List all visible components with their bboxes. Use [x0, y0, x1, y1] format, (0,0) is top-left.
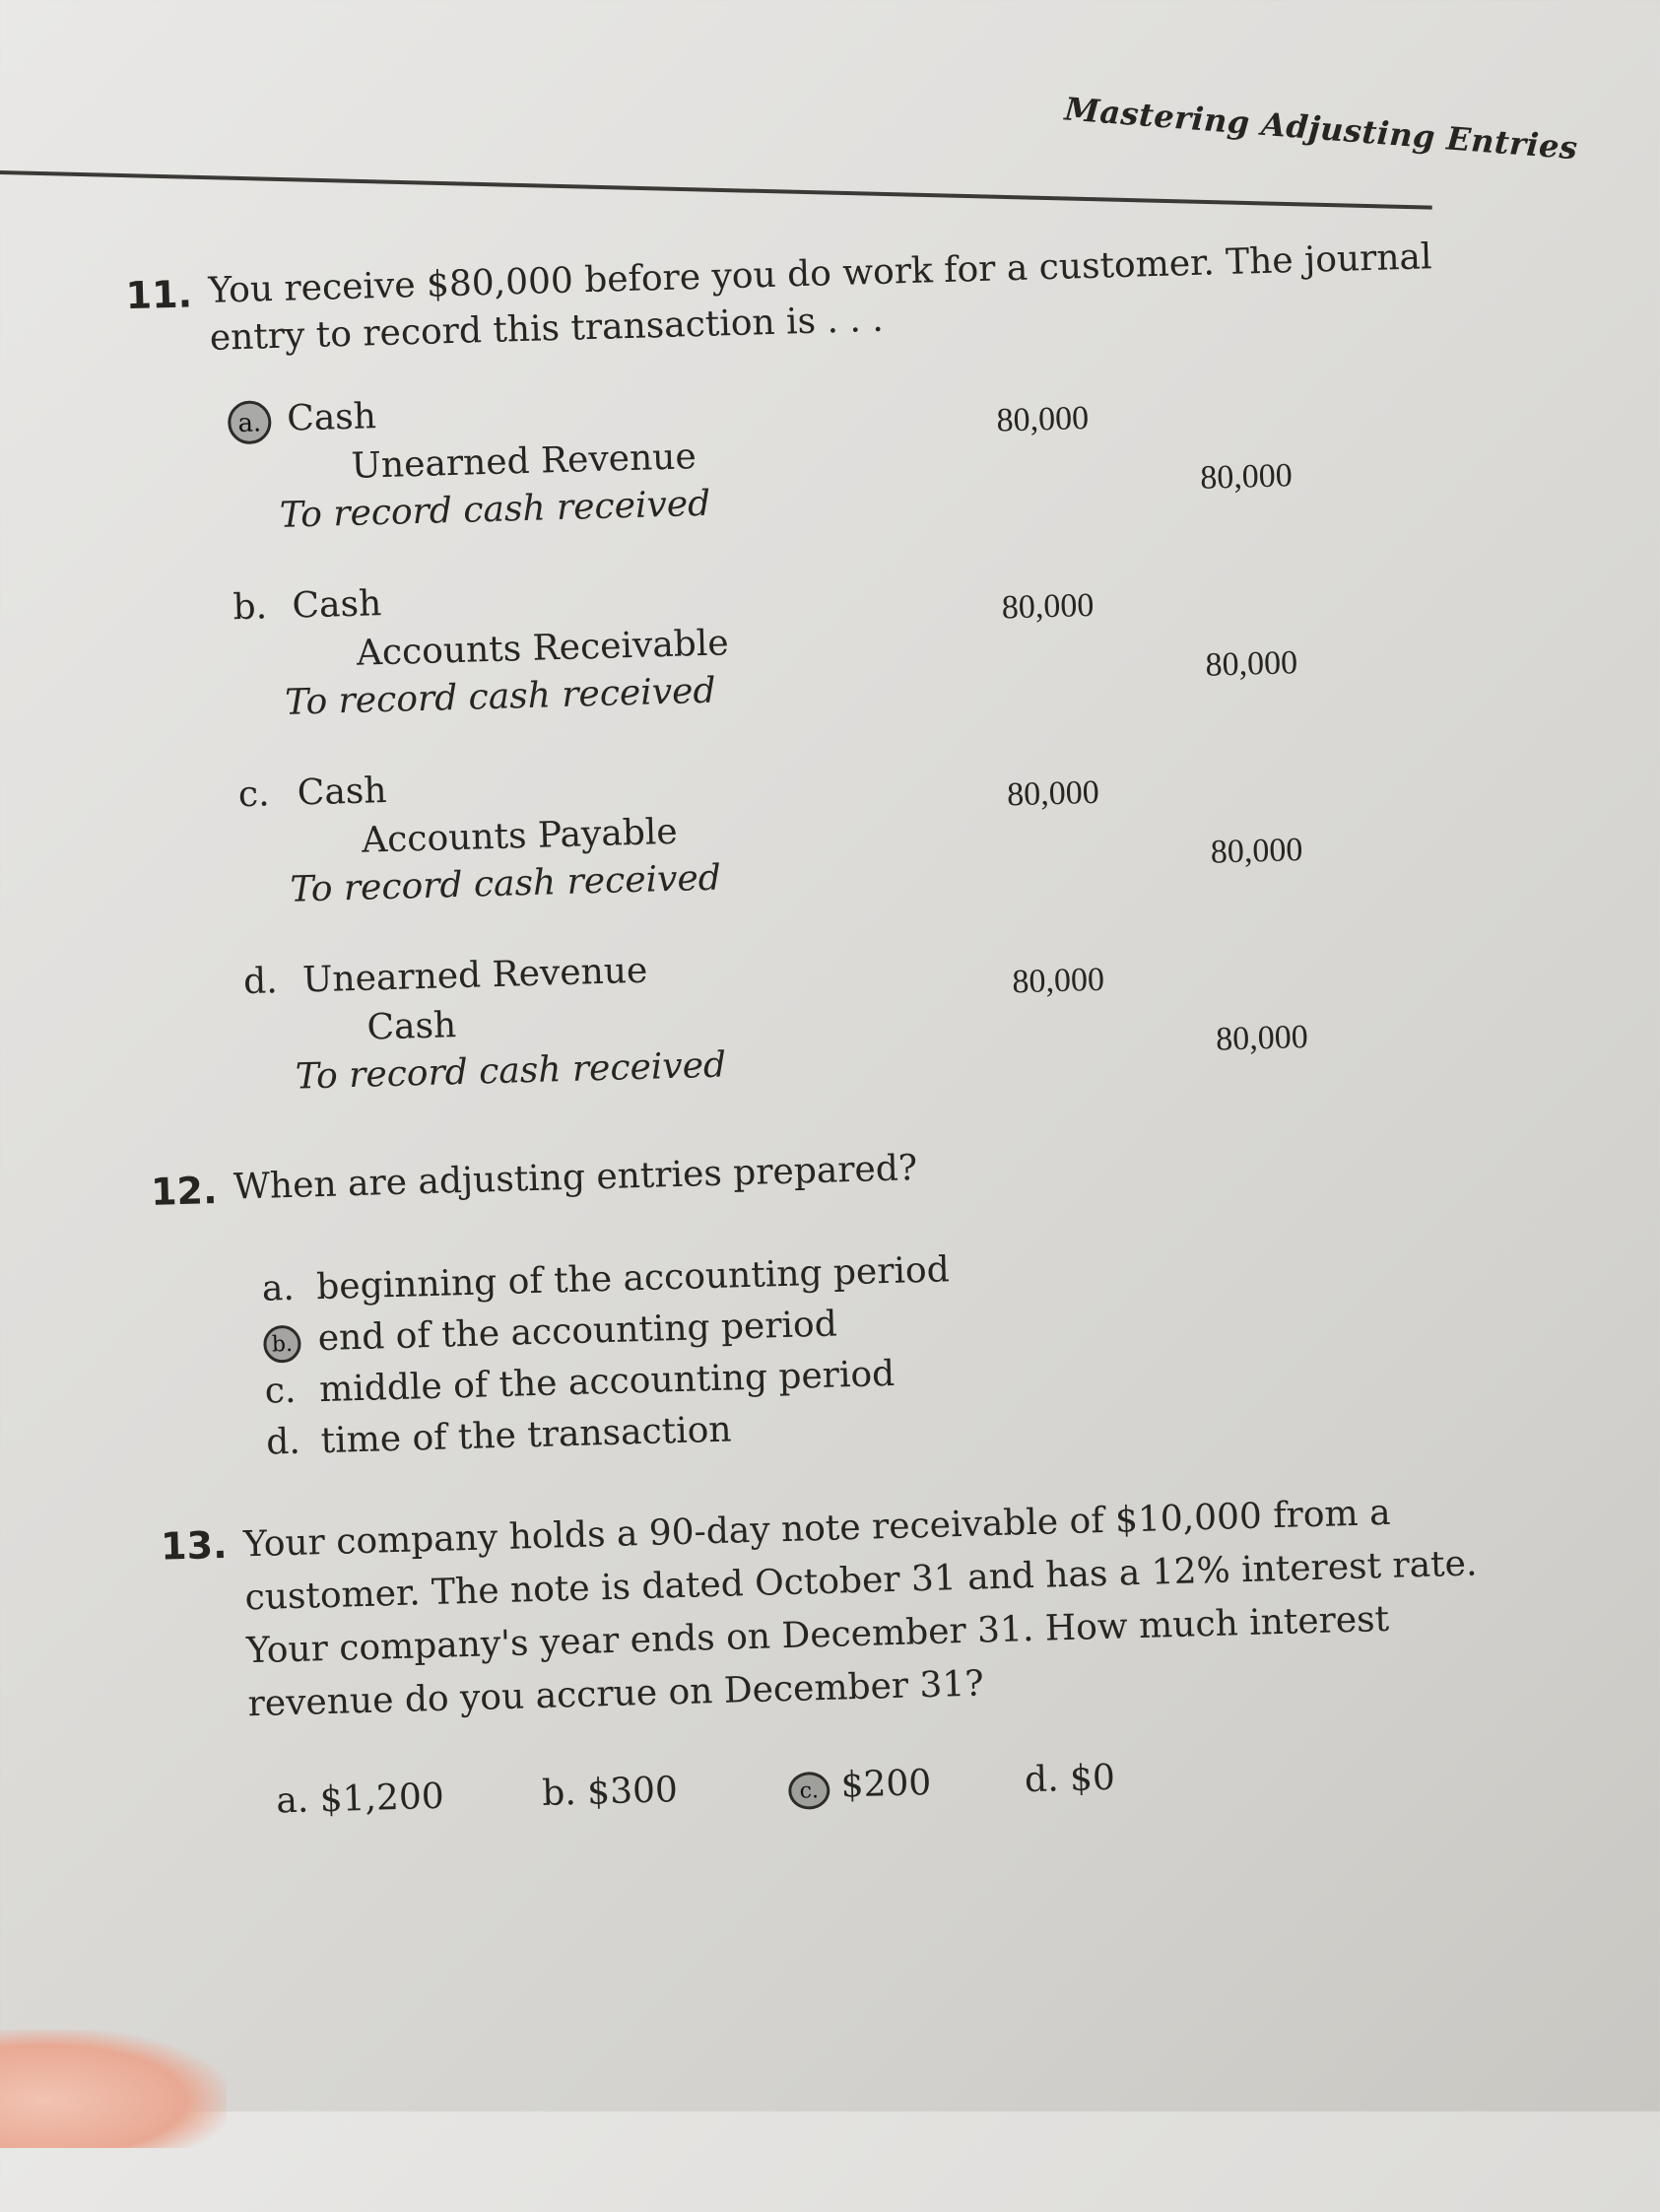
question-13 [160, 1486, 1559, 1725]
debit-amount: 80,000 [996, 399, 1090, 439]
debit-account: Unearned Revenue [301, 950, 648, 1001]
header-rule [0, 169, 1432, 209]
debit-account: Cash [291, 583, 382, 627]
option-letter: b. [541, 1773, 577, 1814]
running-header: Mastering Adjusting Entries [1063, 90, 1579, 168]
q11-option-d[interactable] [243, 928, 1331, 1106]
option-text: $300 [586, 1770, 679, 1813]
credit-amount: 80,000 [1215, 1018, 1309, 1058]
q13-option-a[interactable] [276, 1774, 445, 1826]
credit-amount: 80,000 [1205, 644, 1298, 684]
debit-amount: 80,000 [1001, 586, 1095, 627]
question-number: 11. [125, 272, 193, 318]
debit-account: Cash [297, 770, 388, 814]
circled-answer-mark: c. [788, 1772, 830, 1810]
debit-amount: 80,000 [1011, 961, 1105, 1001]
option-text: $1,200 [319, 1776, 445, 1821]
question-number: 12. [150, 1168, 219, 1214]
q13-option-b[interactable] [542, 1767, 679, 1818]
circled-answer-mark: b. [263, 1325, 301, 1364]
option-text: end of the accounting period [317, 1304, 838, 1360]
entry-memo: To record cash received [284, 670, 716, 723]
question-text: You receive $80,000 before you do work for a customer. The journal entry to record this transaction is . . . [208, 236, 1433, 359]
q13-option-d[interactable] [1024, 1755, 1115, 1805]
q11-option-b[interactable] [232, 555, 1320, 733]
option-letter: c. [237, 773, 271, 816]
q12-option-a[interactable] [261, 1246, 950, 1312]
option-letter: d. [242, 961, 279, 1003]
option-letter: d. [265, 1421, 301, 1463]
q13-options-row [276, 1748, 1361, 1838]
question-text: Your company holds a 90-day note receivable of $10,000 from a customer. The note is dated October 31 and has a 12% interest rate. Your company's year ends on December 31. How much interest revenue do you accrue on December 31? [242, 1492, 1478, 1725]
credit-account: Accounts Payable [361, 811, 679, 861]
option-letter: a. [275, 1779, 309, 1822]
debit-amount: 80,000 [1006, 773, 1100, 814]
option-letter: a. [261, 1267, 296, 1309]
credit-amount: 80,000 [1210, 832, 1303, 871]
option-text: beginning of the accounting period [315, 1249, 951, 1308]
debit-account: Cash [286, 396, 377, 439]
option-letter: d. [1024, 1759, 1060, 1801]
option-letter: b. [232, 586, 268, 629]
entry-memo: To record cash received [290, 857, 722, 910]
fingertip [0, 2030, 227, 2148]
option-letter [228, 396, 288, 445]
question-12 [150, 1135, 1429, 1214]
credit-account: Cash [365, 1005, 457, 1048]
option-text: time of the transaction [320, 1409, 733, 1462]
option-text: $0 [1069, 1757, 1116, 1800]
q12-option-d[interactable] [266, 1406, 733, 1466]
q13-option-c[interactable] [788, 1760, 932, 1811]
question-number: 13. [160, 1522, 229, 1569]
q11-option-a[interactable] [228, 368, 1315, 546]
option-text: $200 [840, 1762, 932, 1806]
entry-memo: To record cash received [279, 483, 711, 536]
entry-memo: To record cash received [295, 1044, 727, 1098]
circled-answer-mark: a. [228, 400, 272, 444]
credit-account: Unearned Revenue [351, 436, 697, 487]
q11-option-c[interactable] [237, 741, 1325, 919]
option-letter [263, 1315, 307, 1364]
credit-amount: 80,000 [1199, 457, 1294, 497]
credit-account: Accounts Receivable [356, 623, 730, 674]
question-text: When are adjusting entries prepared? [232, 1148, 918, 1208]
option-text: middle of the accounting period [318, 1353, 896, 1411]
option-letter: c. [264, 1370, 297, 1412]
question-11 [125, 236, 1484, 359]
